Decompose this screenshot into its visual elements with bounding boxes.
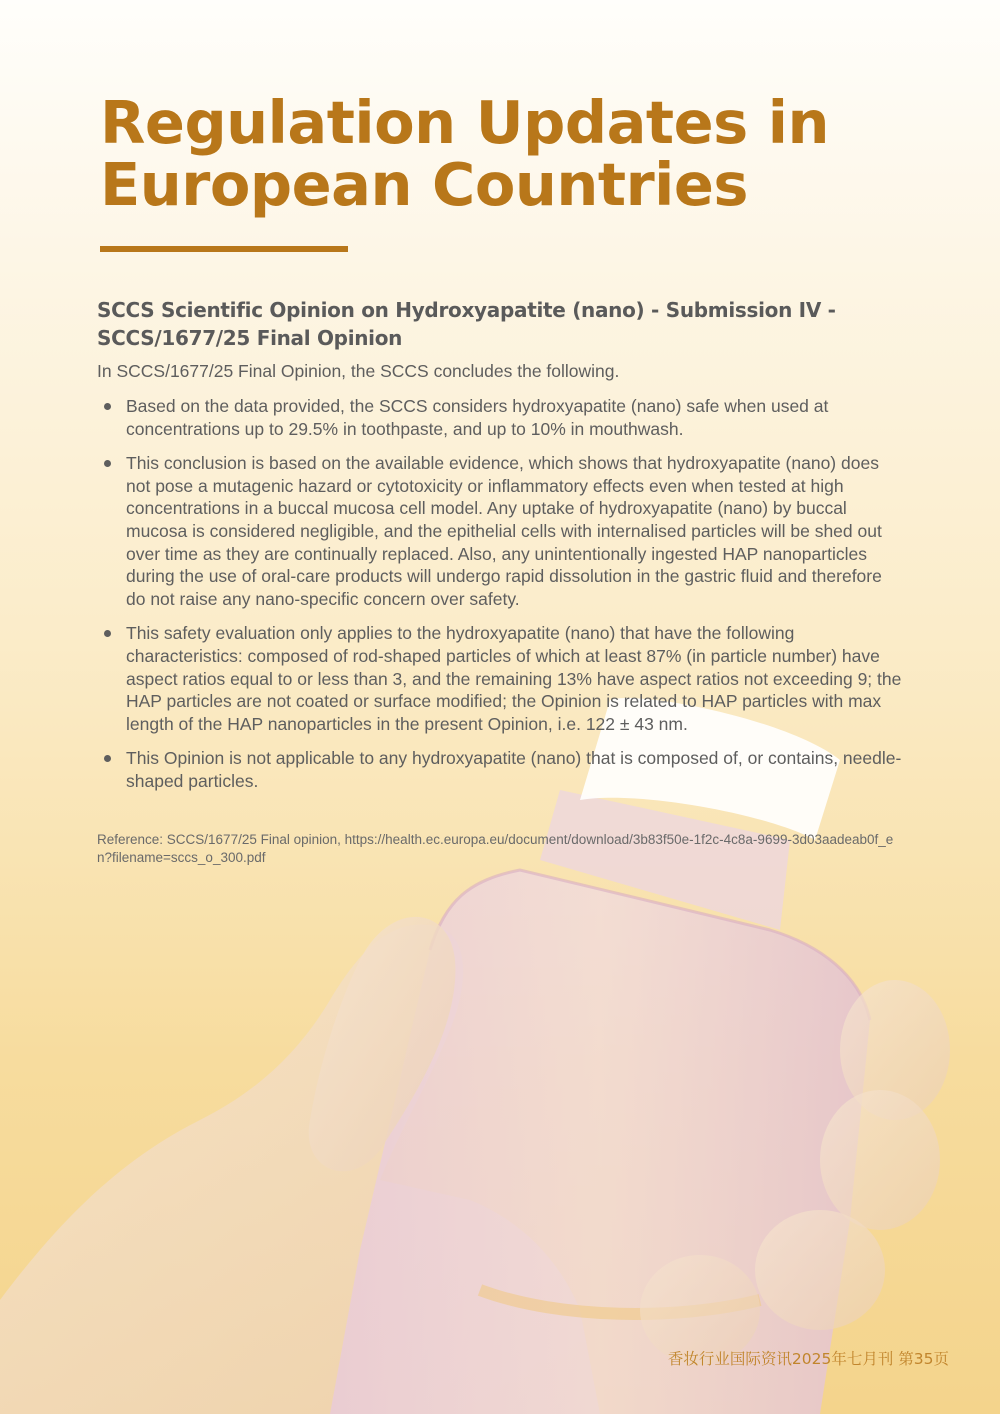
list-item-text: Based on the data provided, the SCCS considers hydroxyapatite (nano) safe when used at concentrations up to 29.5% in toothpaste, and up to 10% in mouthwash. bbox=[126, 396, 829, 439]
list-item-text: This safety evaluation only applies to the hydroxyapatite (nano) that have the following characteristics: composed of rod-shaped particles of which at least 87% (in particle number) have aspect ratios equal to or less than 3, and the remaining 13% have aspect ratios not exceeding 9; the HAP particles are not coated or surface modified; the Opinion is related to HAP particles with max length of the HAP nanoparticles in the present Opinion, i.e. 122 ± 43 nm. bbox=[126, 623, 902, 734]
bullet-icon bbox=[104, 630, 111, 637]
title-underline bbox=[100, 246, 348, 252]
bullet-icon bbox=[104, 755, 111, 762]
page-footer-label: 香妆行业国际资讯2025年七月刊 第35页 bbox=[667, 1350, 949, 1368]
page-title: Regulation Updates in European Countries bbox=[100, 88, 830, 219]
bullet-icon bbox=[104, 403, 111, 410]
list-item bbox=[97, 395, 902, 440]
list-item bbox=[97, 622, 902, 735]
section-intro: In SCCS/1677/25 Final Opinion, the SCCS concludes the following. bbox=[97, 361, 620, 381]
conclusion-list bbox=[97, 395, 902, 805]
list-item-text: This Opinion is not applicable to any hydroxyapatite (nano) that is composed of, or contains, needle-shaped particles. bbox=[126, 748, 902, 791]
bullet-icon bbox=[104, 460, 111, 467]
list-item bbox=[97, 452, 902, 610]
section-heading: SCCS Scientific Opinion on Hydroxyapatite (nano) - Submission IV - SCCS/1677/25 Final Opinion bbox=[97, 298, 836, 350]
list-item-text: This conclusion is based on the available evidence, which shows that hydroxyapatite (nano) does not pose a mutagenic hazard or cytotoxicity or inflammatory effects even when tested at high concentrations in a buccal mucosa cell model. Any uptake of hydroxyapatite (nano) by buccal mucosa is considered negligible, and the epithelial cells with internalised particles will be shed out over time as they are continually replaced. Also, any unintentionally ingested HAP nanoparticles during the use of oral-care products will undergo rapid dissolution in the gastric fluid and therefore do not raise any nano-specific concern over safety. bbox=[126, 453, 882, 609]
list-item bbox=[97, 747, 902, 792]
reference-note: Reference: SCCS/1677/25 Final opinion, https://health.ec.europa.eu/document/download/3b83f50e-1f2c-4c8a-9699-3d03aadeab0f_en?filename=sccs_o_300.pdf bbox=[97, 832, 894, 865]
